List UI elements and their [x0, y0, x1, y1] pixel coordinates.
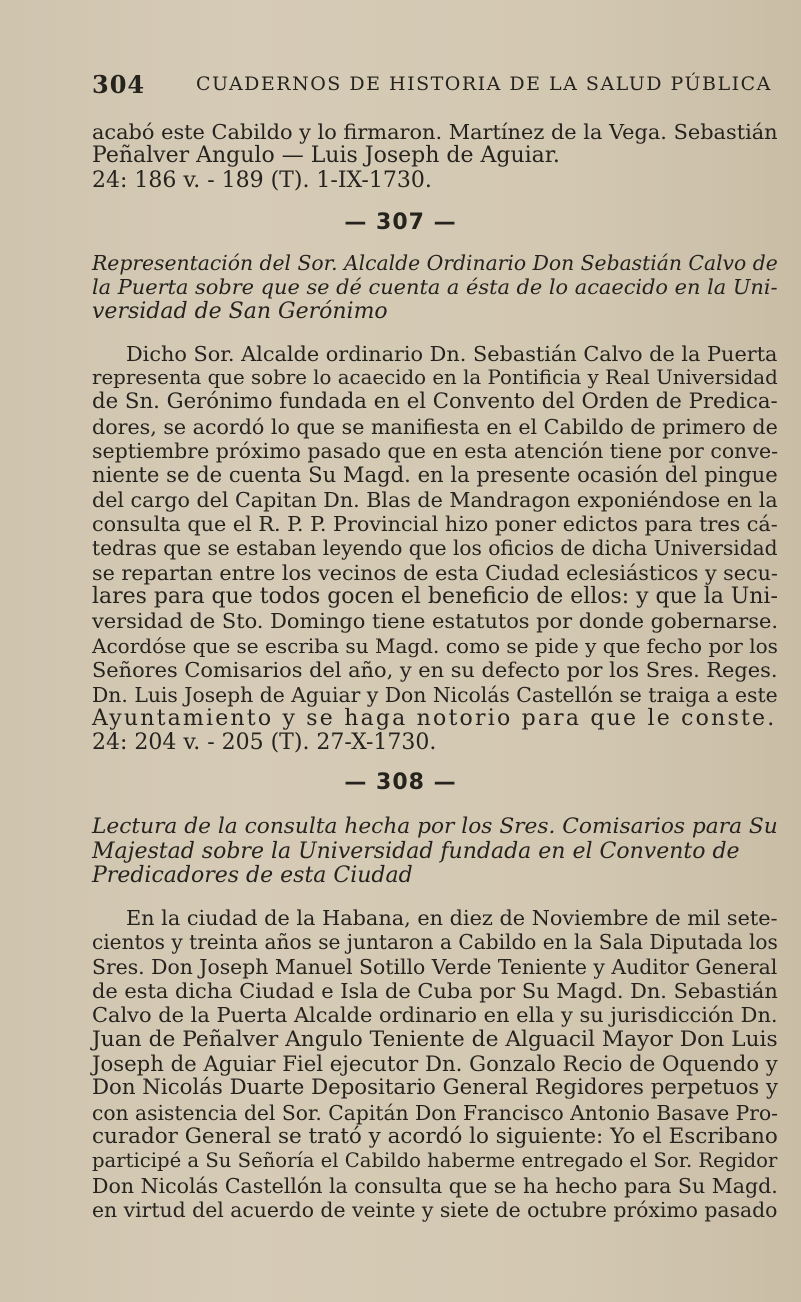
text-line: cientos y treinta años se juntaron a Cabildo en la Sala Diputada los	[92, 930, 778, 954]
text-line: acabó este Cabildo y lo firmaron. Martínez de la Vega. Sebastián	[92, 120, 778, 144]
text-line: se repartan entre los vecinos de esta Ciudad eclesiásticos y secu-	[92, 561, 778, 585]
text-line: Acordóse que se escriba su Magd. como se pide y que fecho por los	[92, 634, 778, 658]
text-line: 24: 186 v. - 189 (T). 1-IX-1730.	[92, 168, 432, 193]
text-line: Dicho Sor. Alcalde ordinario Dn. Sebastián Calvo de la Puerta	[126, 342, 778, 366]
text-line: Juan de Peñalver Angulo Teniente de Alguacil Mayor Don Luis	[92, 1027, 778, 1052]
text-line: de esta dicha Ciudad e Isla de Cuba por Su Magd. Dn. Sebastián	[92, 979, 778, 1003]
section-heading-line: Representación del Sor. Alcalde Ordinario Don Sebastián Calvo de	[92, 251, 778, 275]
text-line: Señores Comisarios del año, y en su defecto por los Sres. Reges.	[92, 658, 778, 682]
text-line: lares para que todos gocen el beneficio de ellos: y que la Uni-	[92, 584, 778, 609]
text-line: En la ciudad de la Habana, en diez de Noviembre de mil sete-	[126, 906, 778, 930]
text-line: Don Nicolás Duarte Depositario General Regidores perpetuos y	[92, 1075, 778, 1100]
section-heading-line: la Puerta sobre que se dé cuenta a ésta de lo acaecido en la Uni-	[92, 275, 778, 299]
section-number: — 307 —	[344, 210, 457, 235]
text-line: representa que sobre lo acaecido en la Pontificia y Real Universidad	[92, 366, 778, 389]
text-line: niente se de cuenta Su Magd. en la presente ocasión del pingue	[92, 462, 778, 487]
text-line: 24: 204 v. - 205 (T). 27-X-1730.	[92, 730, 437, 755]
section-heading-line: Predicadores de esta Ciudad	[92, 863, 413, 888]
text-line: con asistencia del Sor. Capitán Don Francisco Antonio Basave Pro-	[92, 1101, 779, 1125]
text-line: consulta que el R. P. P. Provincial hizo poner edictos para tres cá-	[92, 512, 778, 536]
text-line: participé a Su Señoría el Cabildo haberme entregado el Sor. Regidor	[92, 1149, 778, 1172]
text-line: Don Nicolás Castellón la consulta que se ha hecho para Su Magd.	[92, 1174, 778, 1198]
section-heading-line: Lectura de la consulta hecha por los Sres. Comisarios para Su	[92, 814, 778, 839]
text-line: de Sn. Gerónimo fundada en el Convento del Orden de Predica-	[92, 389, 778, 414]
section-heading-line: Majestad sobre la Universidad fundada en el Convento de	[92, 839, 740, 864]
running-title: CUADERNOS DE HISTORIA DE LA SALUD PÚBLICA	[196, 73, 772, 95]
text-line: tedras que se estaban leyendo que los oficios de dicha Universidad	[92, 536, 778, 560]
text-line: Peñalver Angulo — Luis Joseph de Aguiar.	[92, 143, 560, 168]
text-line: del cargo del Capitan Dn. Blas de Mandragon exponiéndose en la	[92, 488, 778, 512]
page-header	[92, 70, 772, 104]
section-heading-line: versidad de San Gerónimo	[92, 299, 388, 324]
text-line: en virtud del acuerdo de veinte y siete de octubre próximo pasado	[92, 1198, 778, 1222]
section-number: — 308 —	[344, 770, 457, 795]
text-line: dores, se acordó lo que se manifiesta en el Cabildo de primero de	[92, 415, 778, 439]
text-line: septiembre próximo pasado que en esta atención tiene por conve-	[92, 439, 779, 463]
text-line: versidad de Sto. Domingo tiene estatutos por donde gobernarse.	[92, 609, 779, 633]
text-line: Joseph de Aguiar Fiel ejecutor Dn. Gonzalo Recio de Oquendo y	[92, 1051, 778, 1076]
text-line: Dn. Luis Joseph de Aguiar y Don Nicolás Castellón se traiga a este	[92, 683, 778, 707]
text-line: Calvo de la Puerta Alcalde ordinario en ella y su jurisdicción Dn.	[92, 1003, 778, 1027]
text-line: Ayuntamiento y se haga notorio para que le conste.	[92, 706, 777, 731]
text-line: Sres. Don Joseph Manuel Sotillo Verde Teniente y Auditor General	[92, 955, 778, 979]
page-number: 304	[92, 70, 146, 99]
text-line: curador General se trató y acordó lo siguiente: Yo el Escribano	[92, 1124, 778, 1149]
